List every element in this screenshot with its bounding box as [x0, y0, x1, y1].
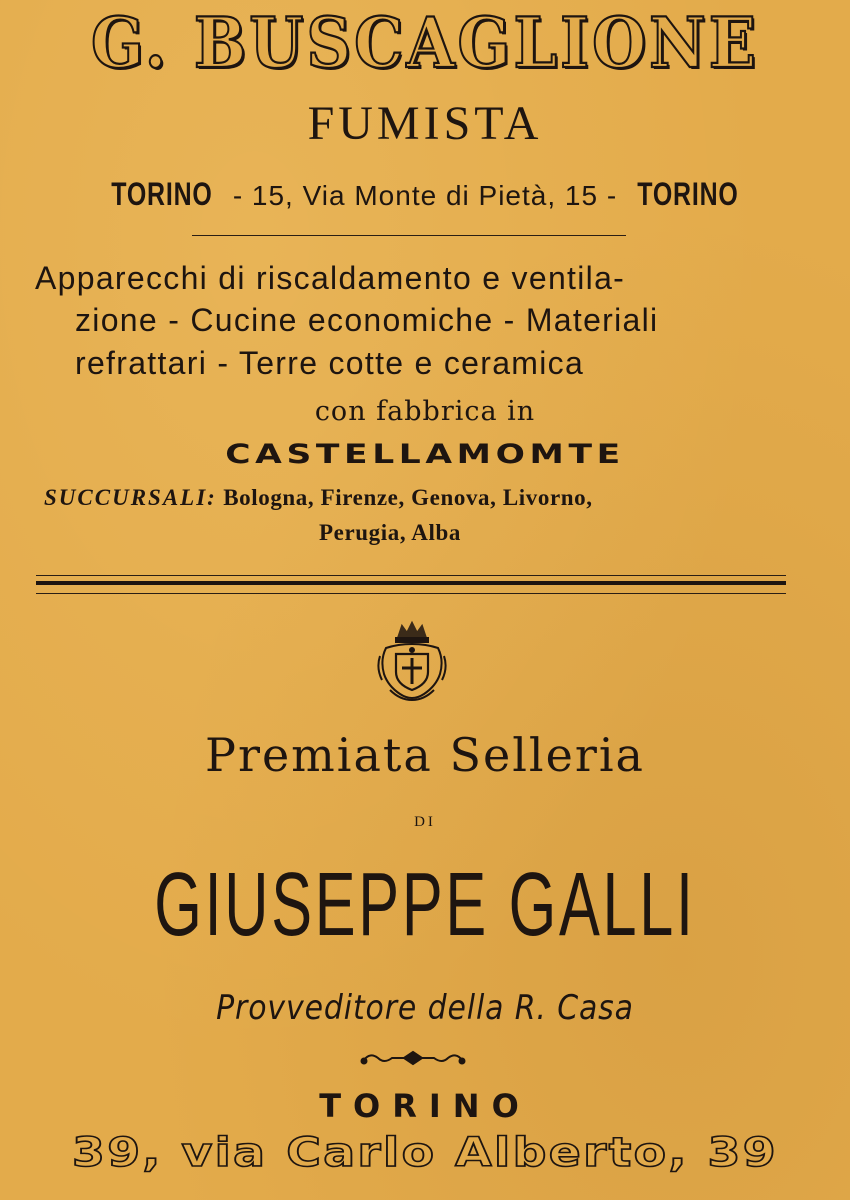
- divider-short: [192, 235, 626, 236]
- owner-title: Provveditore della R. Casa: [216, 988, 634, 1028]
- separator-thin-top: [36, 575, 786, 576]
- branches-label: SUCCURSALI:: [44, 485, 217, 510]
- owner-name: GIUSEPPE GALLI: [154, 855, 696, 955]
- city-name: TORINO: [319, 1087, 531, 1125]
- address-street: - 15, Via Monte di Pietà, 15 -: [232, 180, 618, 211]
- trade-title: FUMISTA: [307, 97, 543, 150]
- address-row: [0, 176, 850, 213]
- street-address: 39, via Carlo Alberto, 39: [72, 1130, 778, 1176]
- ornamental-flourish-icon: [358, 1048, 468, 1070]
- description-line-1: Apparecchi di riscaldamento e ventila-: [35, 260, 626, 296]
- factory-town: CASTELLAMOMTE: [225, 438, 625, 471]
- address-city-right: TORINO: [637, 176, 739, 212]
- saddlery-di: DI: [414, 814, 436, 830]
- description-line-3: refrattari - Terre cotte e ceramica: [75, 345, 585, 381]
- description-line-2: zione - Cucine economiche - Materiali: [75, 302, 659, 338]
- separator-thick: [36, 581, 786, 585]
- factory-intro: con fabbrica in: [314, 396, 536, 427]
- royal-crest-icon: [374, 620, 450, 704]
- separator-thin-bottom: [36, 593, 786, 594]
- saddlery-title: Premiata Selleria: [205, 728, 645, 782]
- branches-list-1: Bologna, Firenze, Genova, Livorno,: [223, 485, 593, 510]
- branches-line-1: [44, 485, 804, 511]
- address-city-left: TORINO: [111, 176, 213, 212]
- branches-line-2: Perugia, Alba: [319, 520, 461, 545]
- company-name: G. BUSCAGLIONE: [90, 2, 760, 84]
